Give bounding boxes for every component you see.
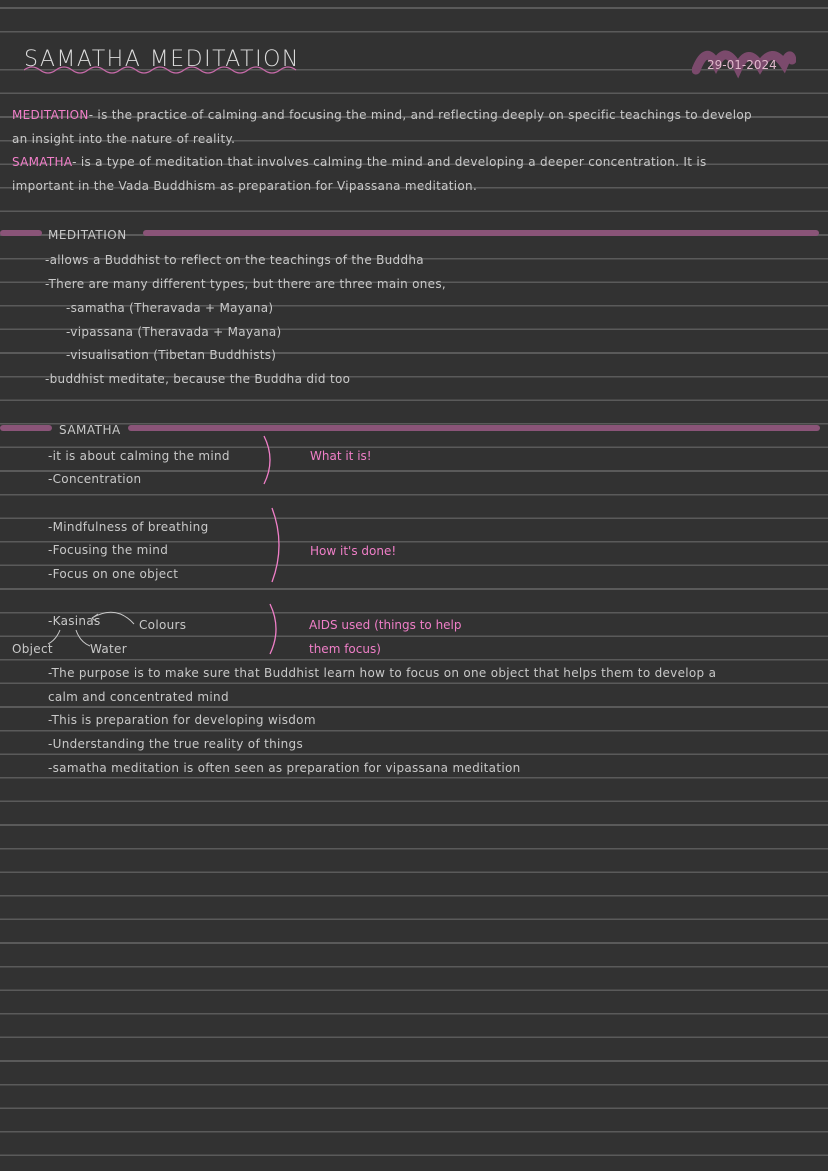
list-item: -There are many different types, but there are three main ones, — [45, 277, 447, 291]
samatha-definition-line-1 — [12, 155, 707, 169]
list-item: -Mindfulness of breathing — [48, 520, 209, 534]
meditation-heading: MEDITATION — [48, 228, 127, 242]
samatha-heading: SAMATHA — [59, 423, 121, 437]
what-it-is-note: What it is! — [310, 449, 372, 463]
samatha-term: SAMATHA — [12, 155, 73, 169]
samatha-definition-line-2: important in the Vada Buddhism as preparation for Vipassana meditation. — [12, 179, 478, 193]
list-item: -Understanding the true reality of things — [48, 737, 304, 751]
brace-group-1 — [262, 434, 276, 486]
kasinas-water: Water — [90, 642, 127, 656]
list-item: -samatha meditation is often seen as preparation for vipassana meditation — [48, 761, 521, 775]
samatha-definition-text: - is a type of meditation that involves calming the mind and developing a deeper concentration. It is — [72, 155, 707, 169]
list-item: -The purpose is to make sure that Buddhist learn how to focus on one object that helps them to develop a — [48, 666, 717, 680]
list-item: -allows a Buddhist to reflect on the teachings of the Buddha — [45, 253, 424, 267]
list-item: -Focusing the mind — [48, 543, 169, 557]
meditation-definition-line-1 — [12, 108, 752, 122]
meditation-definition-text: - is the practice of calming and focusing the mind, and reflecting deeply on specific teachings to develop — [88, 108, 752, 122]
meditation-term: MEDITATION — [12, 108, 89, 122]
brace-group-2 — [270, 506, 284, 584]
list-item: -buddhist meditate, because the Buddha did too — [45, 372, 351, 386]
kasinas-object: Object — [12, 642, 53, 656]
section-bar-left — [0, 425, 52, 431]
kasinas-colours: Colours — [139, 618, 187, 632]
section-bar-right — [143, 230, 819, 236]
date-label: 29-01-2024 — [707, 58, 777, 72]
meditation-definition-line-2: an insight into the nature of reality. — [12, 132, 236, 146]
aids-used-note-line-2: them focus) — [309, 642, 381, 656]
list-item: -Concentration — [48, 472, 142, 486]
aids-used-note-line-1: AIDS used (things to help — [309, 618, 462, 632]
list-item: -samatha (Theravada + Mayana) — [66, 301, 274, 315]
title-underline-scribble — [24, 62, 299, 76]
list-item: -Focus on one object — [48, 567, 179, 581]
section-bar-right — [128, 425, 820, 431]
list-item: calm and concentrated mind — [48, 690, 229, 704]
list-item: -vipassana (Theravada + Mayana) — [66, 325, 282, 339]
list-item: -This is preparation for developing wisdom — [48, 713, 316, 727]
kasinas-arrows — [40, 606, 140, 654]
brace-group-3 — [268, 602, 282, 656]
how-its-done-note: How it's done! — [310, 544, 397, 558]
list-item: -it is about calming the mind — [48, 449, 230, 463]
list-item: -visualisation (Tibetan Buddhists) — [66, 348, 277, 362]
kasinas-item: -Kasinas — [48, 614, 101, 628]
page-title: SAMATHA MEDITATION — [24, 47, 300, 72]
section-bar-left — [0, 230, 42, 236]
